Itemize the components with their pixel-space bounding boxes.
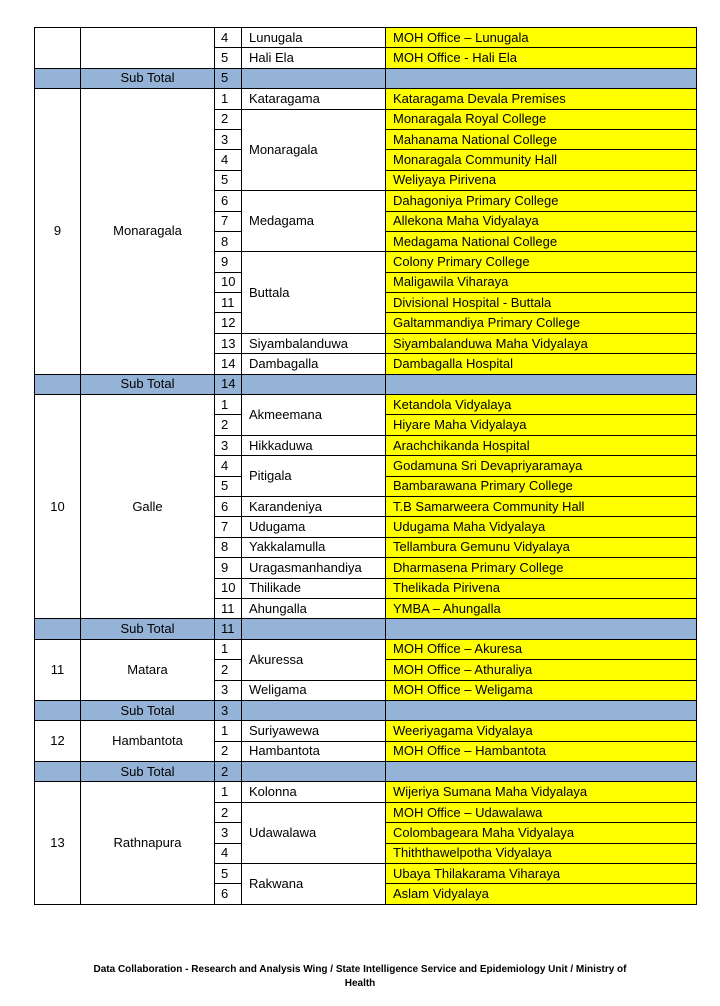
- division-name: Hali Ela: [242, 48, 386, 68]
- location-name: Allekona Maha Vidyalaya: [386, 211, 697, 231]
- district-name: Monaragala: [81, 89, 215, 374]
- serial-number: 14: [215, 354, 242, 374]
- subtotal-spacer: [386, 762, 697, 782]
- subtotal-value: 14: [215, 374, 242, 394]
- division-name: Akmeemana: [242, 395, 386, 436]
- location-name: MOH Office - Hali Ela: [386, 48, 697, 68]
- subtotal-spacer: [242, 68, 386, 88]
- division-name: Thilikade: [242, 578, 386, 598]
- subtotal-spacer: [386, 374, 697, 394]
- serial-number: 2: [215, 802, 242, 822]
- footer-line-1: Data Collaboration - Research and Analysis Wing / State Intelligence Service and Epidemiology Unit / Ministry of: [93, 964, 627, 975]
- footer-line-2: Health: [344, 978, 376, 989]
- location-name: MOH Office – Hambantota: [386, 741, 697, 761]
- subtotal-spacer: [242, 700, 386, 720]
- location-name: Galtammandiya Primary College: [386, 313, 697, 333]
- serial-number: 4: [215, 28, 242, 48]
- subtotal-spacer: [386, 68, 697, 88]
- serial-number: 5: [215, 170, 242, 190]
- serial-number: 1: [215, 782, 242, 802]
- location-name: Weeriyagama Vidyalaya: [386, 721, 697, 741]
- district-name: Rathnapura: [81, 782, 215, 904]
- subtotal-row: [35, 700, 697, 720]
- division-name: Medagama: [242, 191, 386, 252]
- serial-number: 10: [215, 578, 242, 598]
- division-name: Kataragama: [242, 89, 386, 109]
- footer-credit: [0, 963, 720, 991]
- subtotal-value: 5: [215, 68, 242, 88]
- location-name: Dharmasena Primary College: [386, 558, 697, 578]
- serial-number: 6: [215, 191, 242, 211]
- serial-number: 5: [215, 864, 242, 884]
- serial-number: 8: [215, 231, 242, 251]
- serial-number: 8: [215, 537, 242, 557]
- subtotal-row: [35, 68, 697, 88]
- district-name: Matara: [81, 639, 215, 700]
- division-name: Lunugala: [242, 28, 386, 48]
- serial-number: 1: [215, 639, 242, 659]
- subtotal-spacer: [35, 68, 81, 88]
- location-name: Weliyaya Pirivena: [386, 170, 697, 190]
- serial-number: 3: [215, 823, 242, 843]
- serial-number: 6: [215, 496, 242, 516]
- location-name: MOH Office – Akuresa: [386, 639, 697, 659]
- subtotal-spacer: [35, 762, 81, 782]
- table-row: [35, 639, 697, 659]
- serial-number: 2: [215, 109, 242, 129]
- district-number: 10: [35, 395, 81, 619]
- subtotal-value: 2: [215, 762, 242, 782]
- serial-number: 5: [215, 476, 242, 496]
- division-name: Karandeniya: [242, 496, 386, 516]
- district-number: [35, 28, 81, 69]
- serial-number: 1: [215, 395, 242, 415]
- serial-number: 2: [215, 741, 242, 761]
- table-row: [35, 782, 697, 802]
- division-name: Akuressa: [242, 639, 386, 680]
- location-name: Arachchikanda Hospital: [386, 435, 697, 455]
- serial-number: 1: [215, 89, 242, 109]
- location-name: Dambagalla Hospital: [386, 354, 697, 374]
- division-name: Suriyawewa: [242, 721, 386, 741]
- location-name: Dahagoniya Primary College: [386, 191, 697, 211]
- location-name: Monaragala Royal College: [386, 109, 697, 129]
- subtotal-spacer: [242, 374, 386, 394]
- serial-number: 7: [215, 517, 242, 537]
- location-name: Hiyare Maha Vidyalaya: [386, 415, 697, 435]
- subtotal-label: Sub Total: [81, 619, 215, 639]
- location-name: Ubaya Thilakarama Viharaya: [386, 864, 697, 884]
- division-name: Udawalawa: [242, 802, 386, 863]
- district-number: 11: [35, 639, 81, 700]
- division-name: Monaragala: [242, 109, 386, 191]
- location-name: Tellambura Gemunu Vidyalaya: [386, 537, 697, 557]
- subtotal-row: [35, 619, 697, 639]
- subtotal-spacer: [35, 619, 81, 639]
- location-name: Divisional Hospital - Buttala: [386, 293, 697, 313]
- subtotal-row: [35, 374, 697, 394]
- division-name: Siyambalanduwa: [242, 333, 386, 353]
- location-name: MOH Office – Lunugala: [386, 28, 697, 48]
- division-name: Hambantota: [242, 741, 386, 761]
- division-name: Rakwana: [242, 864, 386, 905]
- location-name: Thelikada Pirivena: [386, 578, 697, 598]
- serial-number: 6: [215, 884, 242, 904]
- subtotal-label: Sub Total: [81, 68, 215, 88]
- serial-number: 12: [215, 313, 242, 333]
- subtotal-spacer: [242, 762, 386, 782]
- location-name: Ketandola Vidyalaya: [386, 395, 697, 415]
- subtotal-spacer: [386, 619, 697, 639]
- location-name: MOH Office – Udawalawa: [386, 802, 697, 822]
- serial-number: 11: [215, 598, 242, 618]
- subtotal-value: 3: [215, 700, 242, 720]
- division-name: Udugama: [242, 517, 386, 537]
- subtotal-label: Sub Total: [81, 374, 215, 394]
- division-name: Weligama: [242, 680, 386, 700]
- table-row: [35, 28, 697, 48]
- location-name: MOH Office – Athuraliya: [386, 660, 697, 680]
- table-row: [35, 721, 697, 741]
- subtotal-spacer: [242, 619, 386, 639]
- location-name: T.B Samarweera Community Hall: [386, 496, 697, 516]
- location-name: Colony Primary College: [386, 252, 697, 272]
- location-name: Colombageara Maha Vidyalaya: [386, 823, 697, 843]
- serial-number: 1: [215, 721, 242, 741]
- location-name: YMBA – Ahungalla: [386, 598, 697, 618]
- district-name: Galle: [81, 395, 215, 619]
- location-name: Monaragala Community Hall: [386, 150, 697, 170]
- location-name: Udugama Maha Vidyalaya: [386, 517, 697, 537]
- location-name: Siyambalanduwa Maha Vidyalaya: [386, 333, 697, 353]
- serial-number: 4: [215, 843, 242, 863]
- division-name: Kolonna: [242, 782, 386, 802]
- location-name: Wijeriya Sumana Maha Vidyalaya: [386, 782, 697, 802]
- subtotal-label: Sub Total: [81, 700, 215, 720]
- location-name: Maligawila Viharaya: [386, 272, 697, 292]
- division-name: Dambagalla: [242, 354, 386, 374]
- location-name: Thiththawelpotha Vidyalaya: [386, 843, 697, 863]
- subtotal-label: Sub Total: [81, 762, 215, 782]
- district-number: 12: [35, 721, 81, 762]
- serial-number: 10: [215, 272, 242, 292]
- serial-number: 13: [215, 333, 242, 353]
- table-body: [35, 28, 697, 905]
- location-name: Bambarawana Primary College: [386, 476, 697, 496]
- division-name: Pitigala: [242, 456, 386, 497]
- district-number: 13: [35, 782, 81, 904]
- district-name: [81, 28, 215, 69]
- division-name: Ahungalla: [242, 598, 386, 618]
- subtotal-spacer: [386, 700, 697, 720]
- serial-number: 3: [215, 129, 242, 149]
- division-name: Yakkalamulla: [242, 537, 386, 557]
- subtotal-value: 11: [215, 619, 242, 639]
- serial-number: 3: [215, 435, 242, 455]
- serial-number: 9: [215, 558, 242, 578]
- subtotal-row: [35, 762, 697, 782]
- serial-number: 3: [215, 680, 242, 700]
- serial-number: 4: [215, 150, 242, 170]
- division-name: Uragasmanhandiya: [242, 558, 386, 578]
- table-row: [35, 89, 697, 109]
- serial-number: 7: [215, 211, 242, 231]
- serial-number: 2: [215, 660, 242, 680]
- location-name: Aslam Vidyalaya: [386, 884, 697, 904]
- vaccination-centres-table: [34, 27, 697, 905]
- subtotal-spacer: [35, 700, 81, 720]
- district-number: 9: [35, 89, 81, 374]
- district-name: Hambantota: [81, 721, 215, 762]
- subtotal-spacer: [35, 374, 81, 394]
- location-name: MOH Office – Weligama: [386, 680, 697, 700]
- division-name: Hikkaduwa: [242, 435, 386, 455]
- location-name: Kataragama Devala Premises: [386, 89, 697, 109]
- serial-number: 2: [215, 415, 242, 435]
- serial-number: 5: [215, 48, 242, 68]
- division-name: Buttala: [242, 252, 386, 334]
- serial-number: 11: [215, 293, 242, 313]
- serial-number: 9: [215, 252, 242, 272]
- location-name: Mahanama National College: [386, 129, 697, 149]
- location-name: Medagama National College: [386, 231, 697, 251]
- table-row: [35, 395, 697, 415]
- serial-number: 4: [215, 456, 242, 476]
- location-name: Godamuna Sri Devapriyaramaya: [386, 456, 697, 476]
